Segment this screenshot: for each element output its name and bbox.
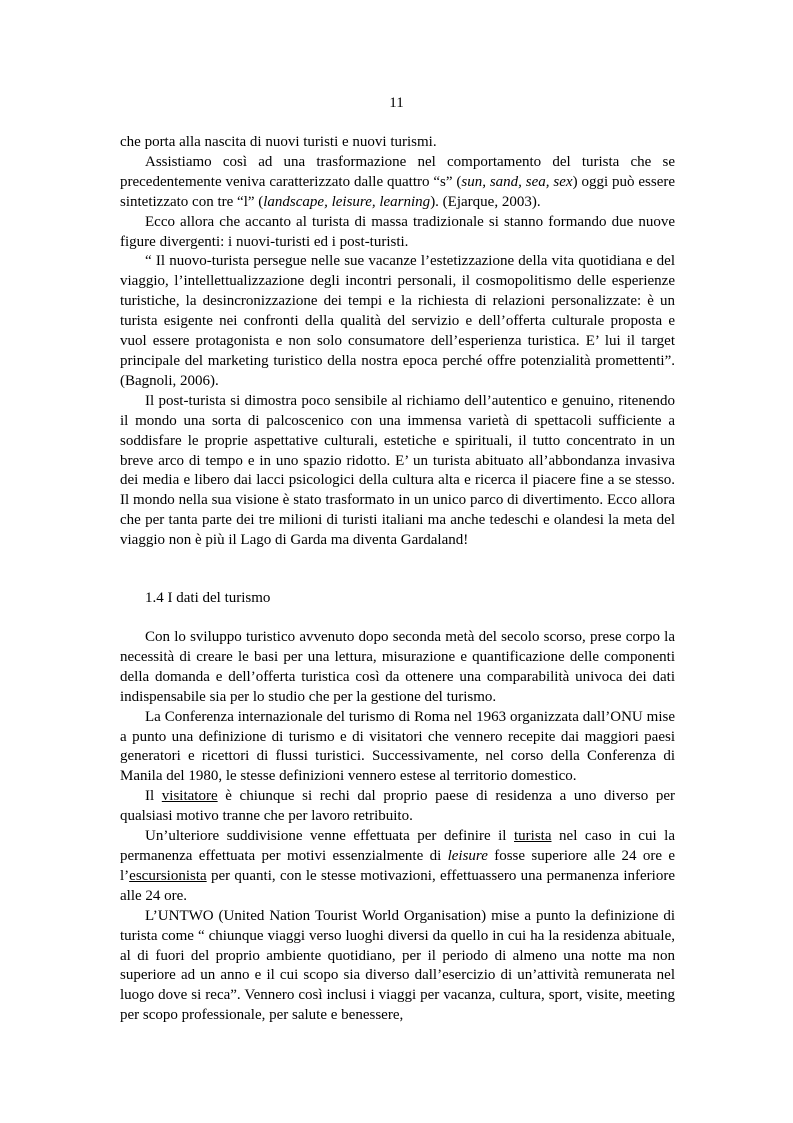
text-run: fosse superiore alle 24 ore e l’ bbox=[120, 847, 675, 884]
text-run: nel caso in cui la permanenza effettuata per motivi essenzialmente di bbox=[120, 828, 675, 864]
body-text-top bbox=[120, 133, 675, 551]
underlined-term: visitatore bbox=[161, 788, 218, 805]
paragraph bbox=[120, 392, 675, 551]
italic-text: leisure bbox=[447, 847, 488, 864]
text-run: L’UNTWO (United Nation Tourist World Organisation) mise a punto la definizione di turista come “ chiunque viaggi verso luoghi diversi da quello in cui ha la residenza abituale, al di fuori del proprio ambiente quotidiano, per il periodo di almeno una notte ma non superiore ad un anno e il cui scopo sia diverso dall’esercizio di un’attività remunerata nel luogo dove si reca”. Vennero così inclusi i viaggi per vacanza, cultura, sport, visite, meeting per scopo professionale, per salute e benessere, bbox=[120, 907, 675, 1024]
paragraph bbox=[120, 133, 675, 153]
text-run: Ecco allora che accanto al turista di massa tradizionale si stanno formando due nuove figure divergenti: i nuovi-turisti ed i post-turisti. bbox=[120, 213, 675, 250]
page-number: 11 bbox=[389, 95, 404, 111]
underlined-term: turista bbox=[514, 828, 552, 845]
italic-text: landscape, leisure, learning bbox=[263, 193, 431, 210]
paragraph bbox=[120, 628, 675, 708]
text-run: ) oggi può essere sintetizzato con tre “l” ( bbox=[120, 173, 676, 210]
text-run: è chiunque si rechi dal proprio paese di residenza a uno diverso per qualsiasi motivo tranne che per lavoro retribuito. bbox=[120, 788, 675, 825]
underlined-term: escursionista bbox=[129, 867, 207, 884]
text-run: “ Il nuovo-turista persegue nelle sue vacanze l’estetizzazione della vita quotidiana e del viaggio, l’intellettualizzazione degli incontri personali, il cosmopolitismo delle esperienze turistiche, la desincronizzazione dei tempi e la richiesta di relazioni personalizzate: è un turista esigente nei confronti della qualità del servizio e dell’offerta culturale proposta e vuol essere protagonista e non solo consumatore dell’esperienza turistica. E’ lui il target principale del marketing turistico della nostra epoca perché offre potenzialità promettenti”. (Bagnoli, 2006). bbox=[120, 253, 675, 389]
paragraph bbox=[120, 827, 675, 907]
paragraph bbox=[120, 153, 675, 213]
paragraph bbox=[120, 907, 675, 1026]
text-run: Con lo sviluppo turistico avvenuto dopo seconda metà del secolo scorso, prese corpo la necessità di creare le basi per una lettura, misurazione e quantificazione delle componenti della domanda e dell’offerta turistica così da ottenere una comparabilità univoca dei dati indispensabile sia per lo studio che per la gestione del turismo. bbox=[120, 629, 675, 705]
text-run: per quanti, con le stesse motivazioni, effettuassero una permanenza inferiore alle 24 ore. bbox=[120, 867, 675, 904]
italic-text: sun, sand, sea, sex bbox=[461, 173, 573, 190]
paragraph bbox=[120, 787, 675, 827]
paragraph bbox=[120, 252, 675, 391]
body-text-bottom bbox=[120, 628, 675, 1026]
paragraph bbox=[120, 213, 675, 253]
text-run: ). (Ejarque, 2003). bbox=[430, 193, 541, 210]
text-run: La Conferenza internazionale del turismo di Roma nel 1963 organizzata dall’ONU mise a punto una definizione di turismo e di visitatori che vennero recepite dai maggiori paesi generatori e ricettori di flussi turistici. Successivamente, nel corso della Conferenza di Manila del 1980, le stesse definizioni vennero estese al territorio domestico. bbox=[120, 708, 675, 785]
text-run: Un’ulteriore suddivisione venne effettuata per definire il bbox=[145, 828, 515, 845]
paragraph bbox=[120, 708, 675, 788]
text-run: Il post-turista si dimostra poco sensibile al richiamo dell’autentico e genuino, ritenendo il mondo una sorta di palcoscenico con una immensa varietà di spettacoli sufficiente a soddisfare le proprie aspettative culturali, estetiche e spirituali, il tutto concentrato in un breve arco di tempo e in uno spazio ridotto. E’ un turista abituato all’abbondanza invasiva dei media e libero dai lacci psicologici della cultura alta e ricerca il piacere fine a se stesso. Il mondo nella sua visione è stato trasformato in un unico parco di divertimento. Ecco allora che per tanta parte dei tre milioni di turisti italiani ma anche tedeschi e olandesi la meta del viaggio non è più il Lago di Garda ma diventa Gardaland! bbox=[120, 392, 675, 549]
text-run: che porta alla nascita di nuovi turisti e nuovi turismi. bbox=[120, 134, 437, 150]
text-run: Il bbox=[145, 788, 162, 805]
section-heading: 1.4 I dati del turismo bbox=[145, 590, 271, 606]
text-run: Assistiamo così ad una trasformazione nel comportamento del turista che se precedentemente veniva caratterizzato dalle quattro “s” ( bbox=[120, 153, 675, 190]
